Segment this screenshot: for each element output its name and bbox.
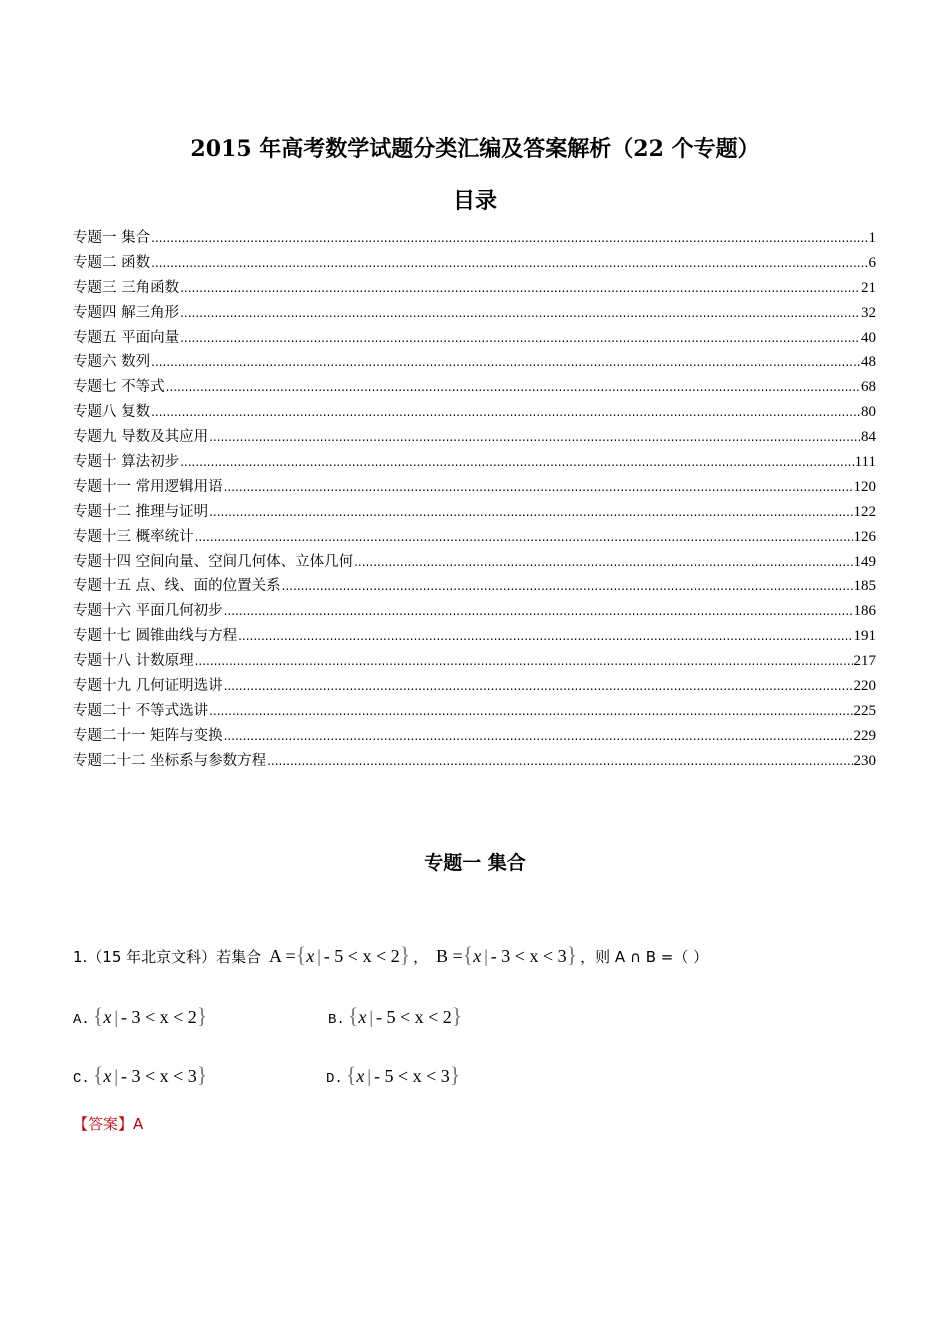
toc-entry-label: 专题十一 常用逻辑用语 xyxy=(73,478,223,495)
toc-entry-label: 专题十六 平面几何初步 xyxy=(73,603,223,620)
set-b xyxy=(433,942,580,967)
option-condition: - 3 < x < 3 xyxy=(120,1066,197,1086)
set-bar-icon: | xyxy=(367,1066,371,1086)
toc-entry-label: 专题七 不等式 xyxy=(73,379,165,396)
toc-heading: 目录 xyxy=(452,188,497,214)
set-b-name: B = xyxy=(435,946,463,966)
toc-entry-page: 111 xyxy=(854,454,876,471)
set-variable: x xyxy=(358,1007,367,1027)
toc-entry-page: 32 xyxy=(861,304,876,321)
toc-entry-page: 220 xyxy=(853,678,876,695)
set-variable: x xyxy=(356,1066,365,1086)
left-brace-icon: { xyxy=(462,942,474,967)
toc-leader xyxy=(224,604,853,618)
toc-entry-page: 120 xyxy=(853,478,876,495)
toc-entry-page: 68 xyxy=(861,379,876,396)
question-prefix: 1.（15 年北京文科）若集合 xyxy=(73,948,262,966)
set-b-condition: - 3 < x < 3 xyxy=(490,946,567,966)
toc-entry-label: 专题五 平面向量 xyxy=(73,329,180,346)
toc-entry-page: 229 xyxy=(853,727,876,744)
option-set xyxy=(90,1003,211,1028)
option-letter: A. xyxy=(73,1012,90,1028)
toc-leader xyxy=(224,480,853,494)
toc-entry[interactable] xyxy=(73,525,876,550)
section-title: 专题一 集合 xyxy=(424,852,526,874)
toc-entry-label: 专题二十 不等式选讲 xyxy=(73,702,209,719)
toc-entry[interactable] xyxy=(73,425,876,450)
toc-entry[interactable] xyxy=(73,574,876,599)
toc-entry-label: 专题一 集合 xyxy=(73,230,151,246)
toc-entry[interactable] xyxy=(73,699,876,724)
toc-entry[interactable] xyxy=(73,550,876,575)
toc-entry-page: 84 xyxy=(861,429,876,446)
set-a xyxy=(266,942,413,967)
option-a[interactable] xyxy=(73,1003,210,1029)
toc-entry-label: 专题十 算法初步 xyxy=(73,454,180,471)
toc-entry-label: 专题十五 点、线、面的位置关系 xyxy=(73,578,281,595)
toc-leader xyxy=(180,331,860,345)
right-brace-icon: } xyxy=(196,1003,208,1028)
toc-entry-page: 185 xyxy=(853,578,876,595)
toc-entry-page: 225 xyxy=(853,702,876,719)
right-brace-icon: } xyxy=(196,1062,208,1087)
toc-entry-page: 48 xyxy=(861,354,876,371)
toc-entry[interactable] xyxy=(73,475,876,500)
toc-entry[interactable] xyxy=(73,251,876,276)
toc-entry[interactable] xyxy=(73,326,876,351)
toc-leader xyxy=(209,505,852,519)
right-brace-icon: } xyxy=(451,1003,463,1028)
toc-entry[interactable] xyxy=(73,599,876,624)
option-set xyxy=(343,1062,464,1087)
toc-leader xyxy=(180,306,860,320)
toc-entry-label: 专题十八 计数原理 xyxy=(73,653,194,670)
right-brace-icon: } xyxy=(566,942,578,967)
toc-leader xyxy=(354,555,852,569)
toc-entry-label: 专题十四 空间向量、空间几何体、立体几何 xyxy=(73,553,354,570)
toc-entry-page: 80 xyxy=(861,404,876,421)
toc-entry[interactable] xyxy=(73,624,876,649)
toc-entry[interactable] xyxy=(73,226,876,251)
toc-leader xyxy=(224,729,853,743)
option-letter: C. xyxy=(73,1071,90,1087)
option-condition: - 5 < x < 3 xyxy=(373,1066,450,1086)
set-bar-icon: | xyxy=(317,946,321,966)
toc-entry-page: 1 xyxy=(868,230,876,246)
toc-leader xyxy=(180,281,860,295)
table-of-contents xyxy=(73,226,876,774)
set-a-name: A = xyxy=(268,946,296,966)
left-brace-icon: { xyxy=(345,1062,357,1087)
option-set xyxy=(90,1062,211,1087)
toc-entry-label: 专题二十一 矩阵与变换 xyxy=(73,727,223,744)
toc-entry-label: 专题二十二 坐标系与参数方程 xyxy=(73,752,267,769)
left-brace-icon: { xyxy=(295,942,307,967)
toc-leader xyxy=(151,355,860,369)
toc-entry[interactable] xyxy=(73,301,876,326)
toc-entry-page: 40 xyxy=(861,329,876,346)
set-variable: x xyxy=(306,946,315,966)
set-bar-icon: | xyxy=(484,946,488,966)
left-brace-icon: { xyxy=(347,1003,359,1028)
option-b[interactable] xyxy=(328,1003,465,1029)
toc-entry-label: 专题六 数列 xyxy=(73,354,151,371)
toc-entry-page: 230 xyxy=(853,752,876,769)
toc-leader xyxy=(282,579,853,593)
toc-entry-label: 专题十二 推理与证明 xyxy=(73,503,209,520)
question-suffix: ，则 A ∩ B =（ ） xyxy=(580,948,709,966)
toc-entry[interactable] xyxy=(73,450,876,475)
toc-leader xyxy=(224,679,853,693)
toc-entry[interactable] xyxy=(73,375,876,400)
option-letter: B. xyxy=(328,1012,345,1028)
toc-entry-label: 专题八 复数 xyxy=(73,404,151,421)
toc-entry-page: 186 xyxy=(853,603,876,620)
option-c[interactable] xyxy=(73,1062,210,1088)
right-brace-icon: } xyxy=(449,1062,461,1087)
option-d[interactable] xyxy=(326,1062,463,1088)
left-brace-icon: { xyxy=(92,1062,104,1087)
toc-entry-label: 专题九 导数及其应用 xyxy=(73,429,209,446)
toc-entry[interactable] xyxy=(73,649,876,674)
set-variable: x xyxy=(473,946,482,966)
toc-leader xyxy=(209,430,860,444)
set-bar-icon: | xyxy=(114,1007,118,1027)
set-a-condition: - 5 < x < 2 xyxy=(323,946,400,966)
option-condition: - 3 < x < 2 xyxy=(120,1007,197,1027)
toc-leader xyxy=(166,380,860,394)
set-bar-icon: | xyxy=(369,1007,373,1027)
toc-leader xyxy=(238,629,852,643)
toc-entry-label: 专题十七 圆锥曲线与方程 xyxy=(73,628,238,645)
toc-entry-page: 6 xyxy=(868,254,876,271)
toc-entry-label: 专题二 函数 xyxy=(73,254,151,271)
option-letter: D. xyxy=(326,1071,343,1087)
question-separator: ， xyxy=(413,948,429,966)
set-variable: x xyxy=(103,1007,112,1027)
toc-leader xyxy=(151,231,867,245)
toc-leader xyxy=(180,455,854,469)
document-title: 2015 年高考数学试题分类汇编及答案解析（22 个专题） xyxy=(190,136,760,162)
toc-entry-page: 122 xyxy=(853,503,876,520)
toc-entry-label: 专题四 解三角形 xyxy=(73,304,180,321)
toc-leader xyxy=(151,256,867,270)
toc-entry-page: 149 xyxy=(853,553,876,570)
option-condition: - 5 < x < 2 xyxy=(375,1007,452,1027)
toc-leader xyxy=(151,405,860,419)
left-brace-icon: { xyxy=(92,1003,104,1028)
toc-entry[interactable] xyxy=(73,400,876,425)
toc-entry-label: 专题十九 几何证明选讲 xyxy=(73,678,223,695)
toc-leader xyxy=(267,754,852,768)
toc-entry-page: 217 xyxy=(853,653,876,670)
toc-entry[interactable] xyxy=(73,674,876,699)
toc-entry-page: 126 xyxy=(853,528,876,545)
set-variable: x xyxy=(103,1066,112,1086)
toc-entry[interactable] xyxy=(73,724,876,749)
toc-entry-page: 21 xyxy=(861,279,876,296)
toc-leader xyxy=(195,530,853,544)
toc-entry-label: 专题十三 概率统计 xyxy=(73,528,194,545)
toc-entry[interactable] xyxy=(73,350,876,375)
toc-leader xyxy=(195,654,853,668)
toc-leader xyxy=(209,704,852,718)
toc-entry-page: 191 xyxy=(853,628,876,645)
toc-entry[interactable] xyxy=(73,500,876,525)
question-stem xyxy=(73,942,883,968)
right-brace-icon: } xyxy=(399,942,411,967)
option-set xyxy=(345,1003,466,1028)
toc-entry[interactable] xyxy=(73,749,876,774)
answer-text: 【答案】A xyxy=(73,1115,144,1133)
set-bar-icon: | xyxy=(114,1066,118,1086)
toc-entry[interactable] xyxy=(73,276,876,301)
toc-entry-label: 专题三 三角函数 xyxy=(73,279,180,296)
